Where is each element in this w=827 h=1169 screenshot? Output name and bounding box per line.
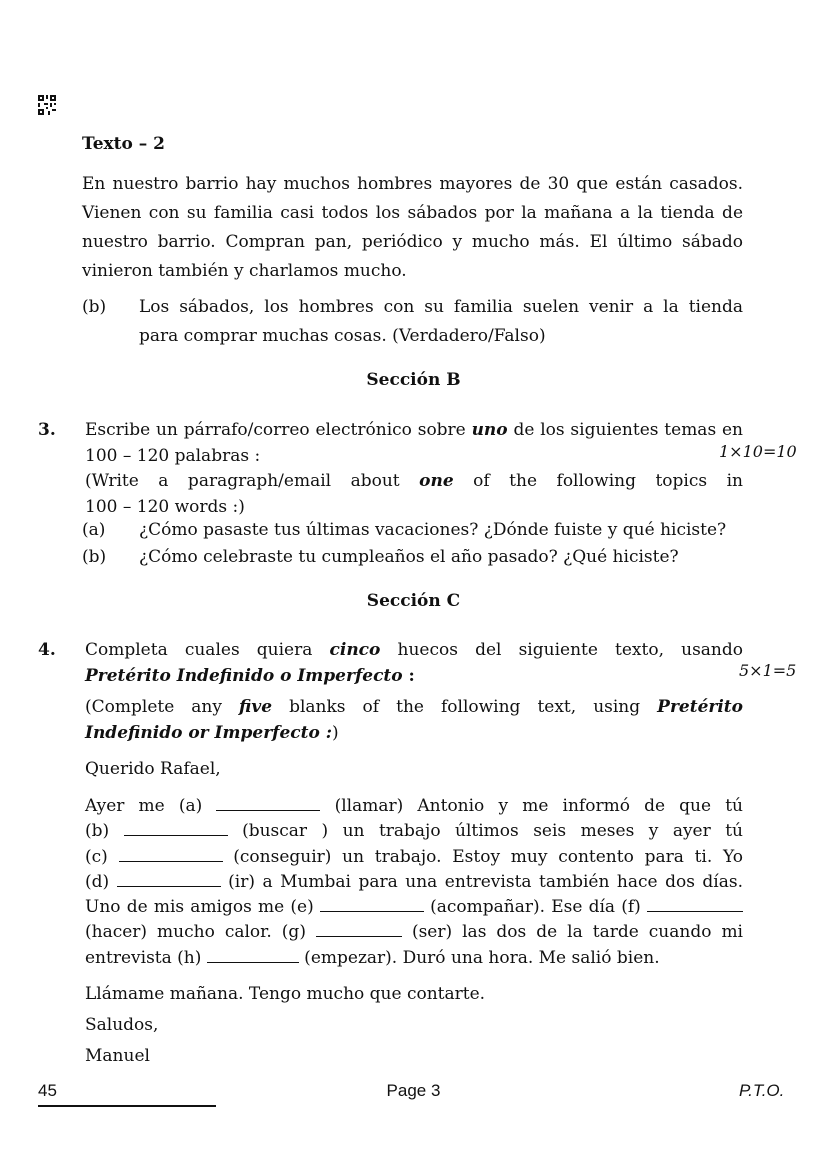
- passage-line: Vienen con su familia casi todos los sábados por la mañana a la tienda de: [82, 203, 743, 223]
- blank-a[interactable]: [216, 796, 320, 811]
- letter-line: [85, 946, 743, 971]
- blank-e[interactable]: [320, 897, 424, 912]
- text: (hacer) mucho calor. (g): [85, 922, 316, 943]
- text: (acompañar). Ese día (f): [423, 897, 647, 918]
- blank-h[interactable]: [207, 948, 299, 963]
- footer-rule: [38, 1105, 216, 1107]
- letter-line: [85, 794, 743, 819]
- item-b-label: (b): [82, 297, 107, 317]
- text: (empezar). Duró una hora. Me salió bien.: [298, 947, 660, 968]
- texto-2-heading: Texto – 2: [82, 134, 166, 154]
- passage-line: vinieron también y charlamos mucho.: [82, 261, 407, 281]
- text: huecos del siguiente texto, usando: [380, 640, 743, 660]
- emphasis: one: [419, 471, 454, 491]
- blank-g[interactable]: [316, 922, 402, 937]
- blank-c[interactable]: [119, 847, 223, 862]
- text: Completa cuales quiera: [85, 640, 330, 660]
- passage-line: En nuestro barrio hay muchos hombres mayores de 30 que están casados.: [82, 174, 743, 194]
- text: (d): [85, 871, 117, 892]
- text: ): [332, 723, 339, 743]
- blank-f[interactable]: [647, 897, 743, 912]
- letter-saludos: Saludos,: [85, 1015, 159, 1035]
- question-3-line: [85, 467, 743, 496]
- question-4-line: [85, 693, 743, 722]
- text: (b): [85, 821, 124, 842]
- text: (Write a paragraph/email about: [85, 471, 420, 491]
- emphasis: Indefinido or Imperfecto :: [85, 723, 333, 743]
- question-4-line: [85, 636, 743, 665]
- seccion-c-heading: Sección C: [366, 591, 461, 611]
- question-4: [85, 636, 743, 687]
- text: (Complete any: [85, 697, 240, 717]
- text: (c): [85, 846, 119, 867]
- question-4-line: [85, 722, 743, 744]
- letter-line: [85, 819, 743, 844]
- blank-d[interactable]: [117, 872, 221, 887]
- qr-code-icon: [38, 95, 56, 115]
- texto-2-passage: [82, 170, 743, 286]
- option-a-label: (a): [82, 520, 106, 540]
- letter-greeting: Querido Rafael,: [85, 759, 221, 779]
- text: Ayer me (a): [85, 796, 217, 816]
- question-3-marks: 1×10=10: [719, 442, 797, 461]
- seccion-b-heading: Sección B: [366, 370, 461, 390]
- pto-label: P.T.O.: [739, 1081, 785, 1100]
- emphasis: Pretérito Indefinido o Imperfecto: [85, 666, 403, 686]
- passage-line: nuestro barrio. Compran pan, periódico y mucho más. El último sábado: [82, 232, 743, 252]
- question-4-marks: 5×1=5: [739, 661, 797, 680]
- option-a-text: ¿Cómo pasaste tus últimas vacaciones? ¿Dónde fuiste y qué hiciste?: [139, 520, 727, 540]
- option-b-label: (b): [82, 547, 107, 567]
- blank-b[interactable]: [124, 821, 228, 836]
- option-b-text: ¿Cómo celebraste tu cumpleaños el año pasado? ¿Qué hiciste?: [139, 547, 679, 567]
- letter-line: [85, 870, 743, 895]
- statement-line: para comprar muchas cosas. (Verdadero/Falso): [139, 326, 546, 346]
- text: Uno de mis amigos me (e): [85, 897, 320, 918]
- item-b-statement: [139, 293, 743, 351]
- letter-line: [85, 895, 743, 920]
- text: of the following topics in: [453, 471, 743, 491]
- letter-closing: Llámame mañana. Tengo mucho que contarte.: [85, 984, 486, 1004]
- emphasis: five: [239, 697, 273, 717]
- text: (llamar) Antonio y me informó de que tú: [320, 796, 744, 816]
- text: (buscar ) un trabajo últimos seis meses y ayer tú: [227, 821, 743, 842]
- question-3-english: [85, 467, 743, 518]
- page-number: Page 3: [386, 1081, 441, 1100]
- question-3-number: 3.: [38, 420, 56, 440]
- text: :: [402, 666, 415, 686]
- emphasis: Pretérito: [657, 697, 744, 717]
- letter-line: [85, 920, 743, 945]
- text: de los siguientes temas en: [507, 420, 743, 440]
- question-3-line: 100 – 120 palabras :: [85, 446, 261, 466]
- text: Escribe un párrafo/correo electrónico sobre: [85, 420, 472, 440]
- text: (ir) a Mumbai para una entrevista también hace dos días.: [220, 871, 743, 892]
- question-3-line: [85, 416, 743, 445]
- letter-body: [85, 794, 743, 971]
- letter-signature: Manuel: [85, 1046, 150, 1066]
- letter-line: [85, 845, 743, 870]
- text: (ser) las dos de la tarde cuando mi: [401, 922, 743, 943]
- question-4-number: 4.: [38, 640, 56, 660]
- question-3-line: 100 – 120 words :): [85, 497, 245, 517]
- text: (conseguir) un trabajo. Estoy muy contento para ti. Yo: [222, 846, 743, 867]
- emphasis: uno: [471, 420, 508, 440]
- text: blanks of the following text, using: [272, 697, 658, 717]
- question-4-line: [85, 665, 743, 687]
- text: entrevista (h): [85, 947, 207, 968]
- statement-line: Los sábados, los hombres con su familia suelen venir a la tienda: [139, 297, 743, 317]
- question-3: [85, 416, 743, 467]
- emphasis: cinco: [329, 640, 381, 660]
- paper-code: 45: [38, 1081, 57, 1100]
- question-4-english: [85, 693, 743, 744]
